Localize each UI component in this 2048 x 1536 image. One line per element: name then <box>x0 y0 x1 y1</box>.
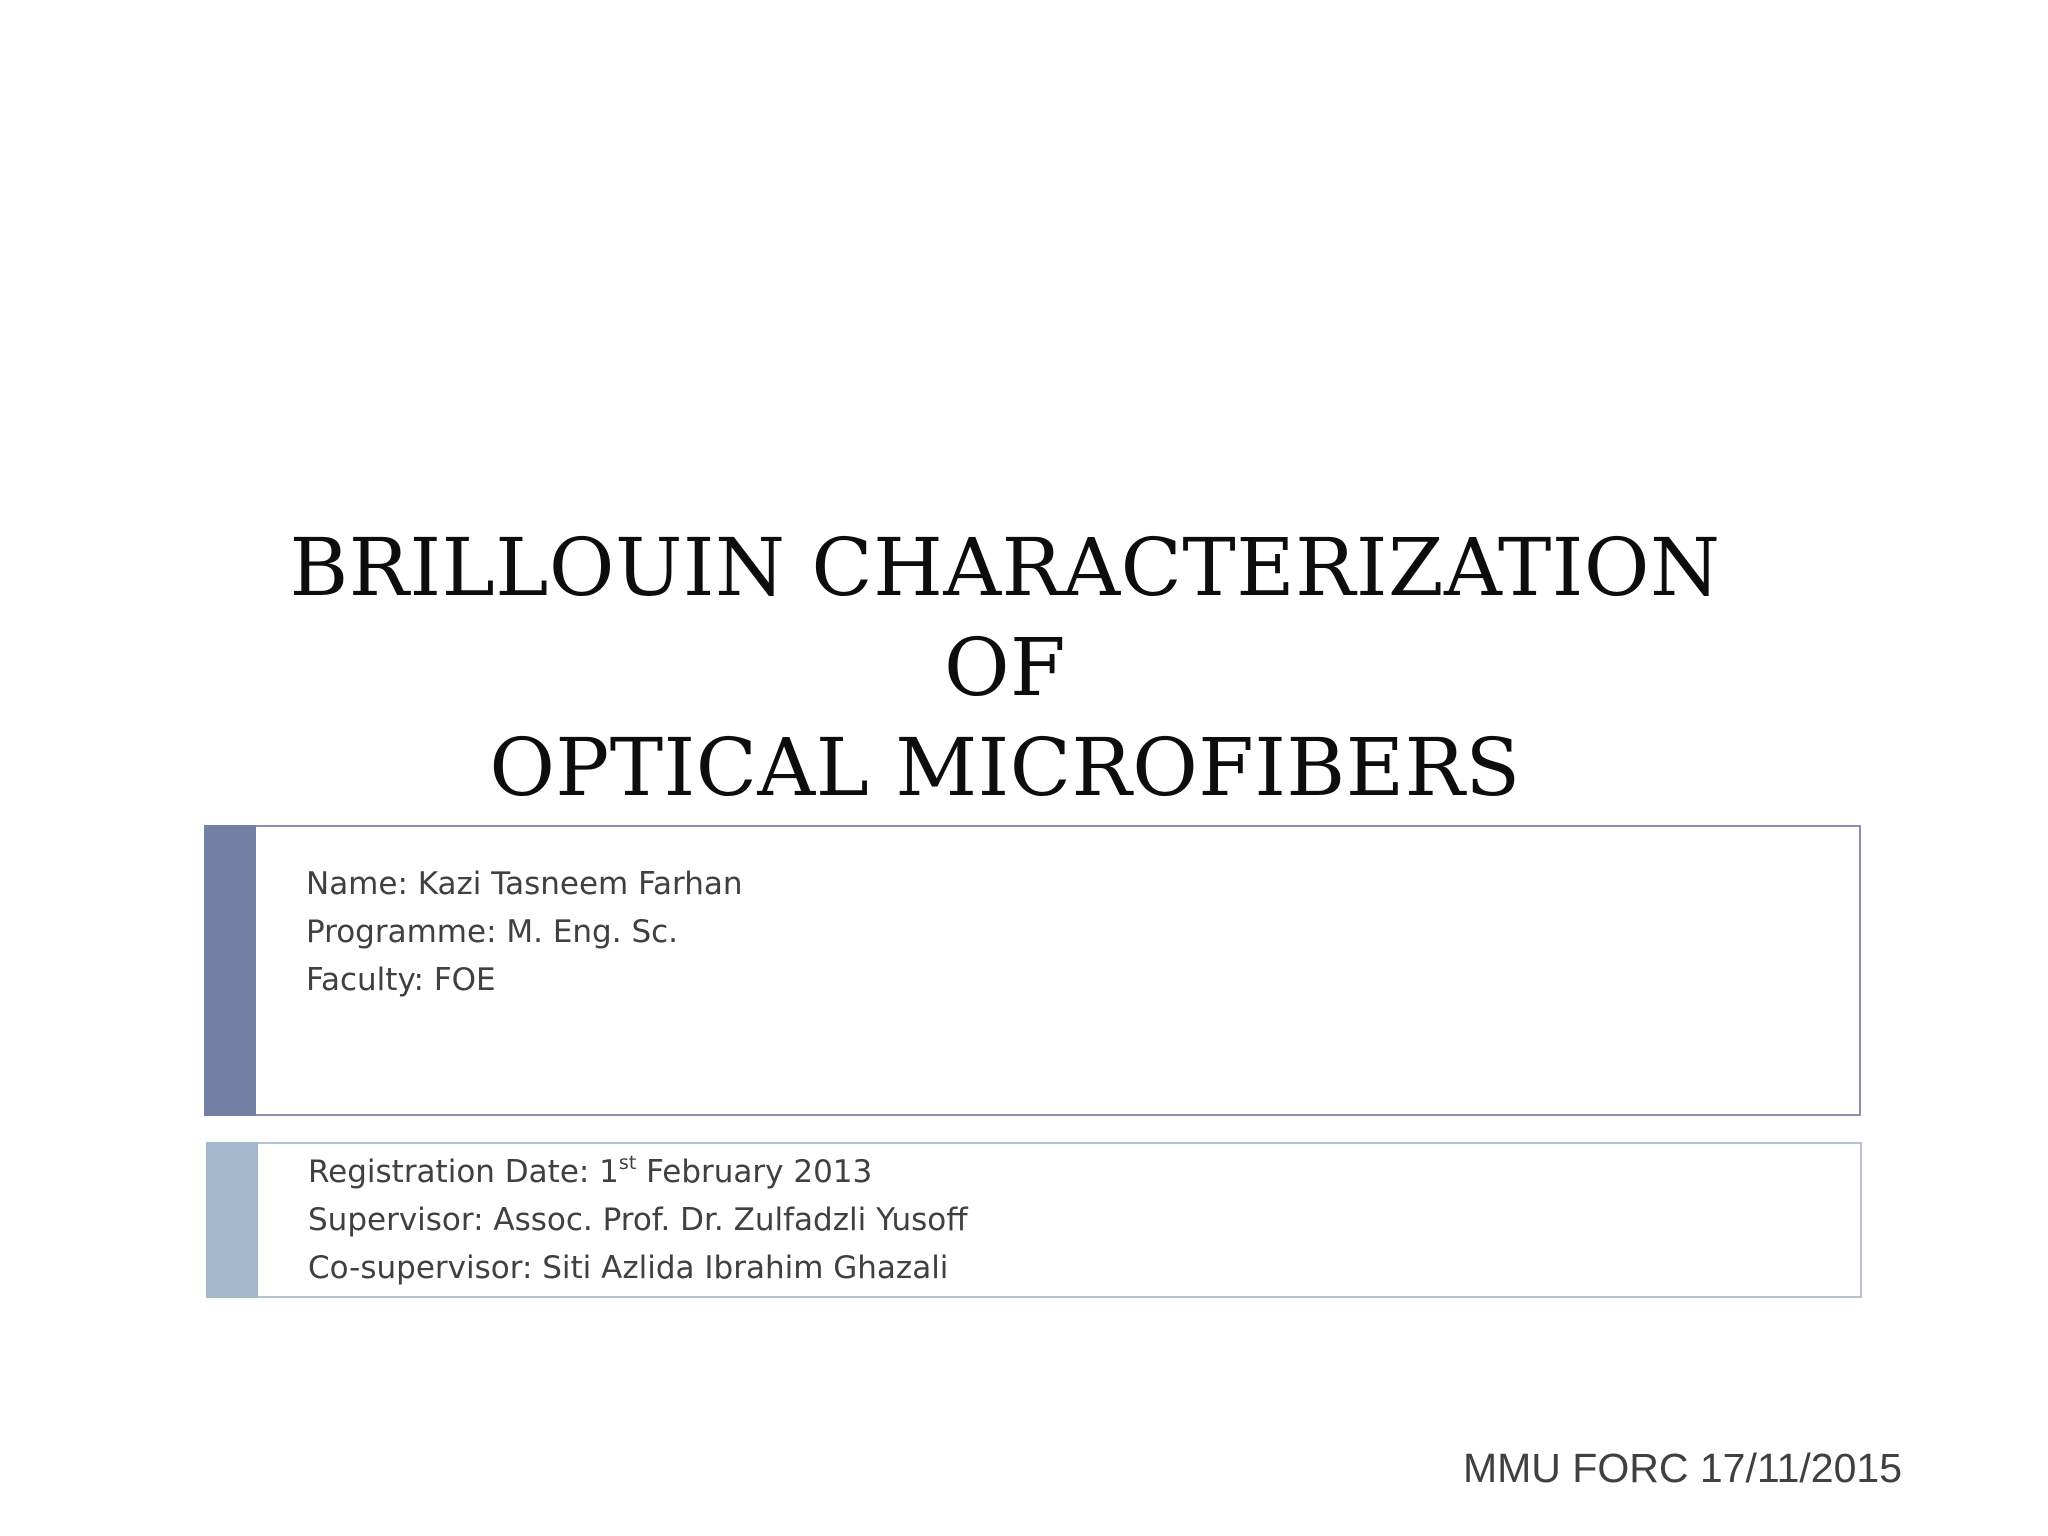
slide-title <box>205 518 1805 818</box>
student-box-accent-bar <box>204 825 256 1116</box>
registration-box-accent-bar <box>206 1142 258 1298</box>
title-line-3: OPTICAL MICROFIBERS <box>489 721 1521 814</box>
student-programme: Programme: M. Eng. Sc. <box>306 914 679 950</box>
supervisor: Supervisor: Assoc. Prof. Dr. Zulfadzli Yusoff <box>308 1202 968 1238</box>
registration-date-prefix: Registration Date: 1 <box>308 1154 619 1190</box>
student-faculty: Faculty: FOE <box>306 962 496 998</box>
registration-info-text <box>308 1148 968 1292</box>
student-info-text <box>306 860 743 1004</box>
registration-info-box <box>206 1142 1862 1298</box>
student-name: Name: Kazi Tasneem Farhan <box>306 866 743 902</box>
registration-date <box>308 1148 968 1196</box>
registration-date-rest: February 2013 <box>636 1154 873 1190</box>
footer-event-date: MMU FORC 17/11/2015 <box>1462 1445 1902 1491</box>
student-info-box <box>204 825 1861 1116</box>
title-line-1: BRILLOUIN CHARACTERIZATION <box>289 521 1721 614</box>
co-supervisor: Co-supervisor: Siti Azlida Ibrahim Ghazali <box>308 1250 949 1286</box>
registration-date-ordinal: st <box>618 1151 637 1174</box>
title-line-2: OF <box>943 621 1067 714</box>
